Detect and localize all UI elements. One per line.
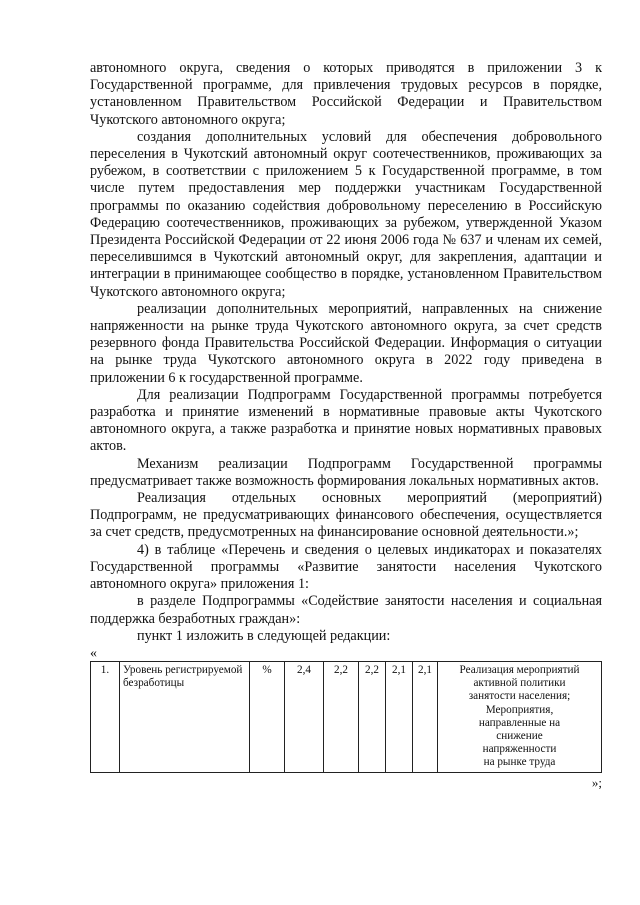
- paragraph-2: реализации дополнительных мероприятий, направленных на снижение напряженности на рынке труда Чукотского автономного округа, за счет средств резервного фонда Правительства Российской Федерации. Информация о ситуации на рынке труда Чукотского автономного округа в 2022 году приведена в приложении 6 к государственной программе.: [90, 300, 602, 386]
- value-cell-1: 2,4: [285, 661, 324, 772]
- measures-line: занятости населения;: [468, 690, 571, 703]
- unit-cell: %: [250, 661, 285, 772]
- value-cell-2: 2,2: [324, 661, 359, 772]
- measures-cell: [438, 661, 602, 772]
- measures-line: направленные на: [478, 716, 561, 729]
- paragraph-7: в разделе Подпрограммы «Содействие занятости населения и социальная поддержка безработных граждан»:: [90, 593, 602, 627]
- paragraph-4: Механизм реализации Подпрограмм Государственной программы предусматривает также возможность формирования локальных нормативных актов.: [90, 455, 602, 489]
- indicator-name-cell: Уровень регистрируемой безработицы: [120, 661, 250, 772]
- paragraph-0: автономного округа, сведения о которых приводятся в приложении 3 к Государственной программе, для привлечения трудовых ресурсов в порядке, установленном Правительством Российской Федерации и Правительством Чукотского автономного округа;: [90, 60, 602, 128]
- paragraph-list: [90, 60, 602, 645]
- value-cell-5: 2,1: [413, 661, 438, 772]
- paragraph-1: создания дополнительных условий для обеспечения добровольного переселения в Чукотский автономный округ соотечественников, проживающих за рубежом, в соответствии с приложением 5 к Государственной программе, в том числе путем предоставления мер поддержки участникам Государственной программы по оказанию содействия добровольному переселению в Российскую Федерацию соотечественников, проживающих за рубежом, утвержденной Указом Президента Российской Федерации от 22 июня 2006 года № 637 и членам их семей, переселившимся в Чукотский автономный округ, для закрепления, адаптации и интеграции в принимающее сообщество в порядке, установленном Правительством Чукотского автономного округа;: [90, 128, 602, 300]
- measures-line: Реализация мероприятий: [459, 663, 580, 676]
- closing-quote: »;: [591, 774, 602, 790]
- measures-line: активной политики: [473, 677, 566, 690]
- opening-quote: «: [90, 645, 97, 661]
- measures-line: Мероприятия,: [485, 703, 554, 716]
- document-page: [90, 60, 602, 790]
- paragraph-8: пункт 1 изложить в следующей редакции:: [137, 627, 391, 644]
- paragraph-3: Для реализации Подпрограмм Государственной программы потребуется разработка и принятие изменений в нормативные правовые акты Чукотского автономного округа, а также разработка и принятие новых нормативных правовых актов.: [90, 386, 602, 455]
- indicators-table: [90, 661, 602, 773]
- measures-line: снижение: [496, 729, 543, 742]
- table-row: [91, 661, 602, 772]
- measures-line: напряженности: [482, 743, 557, 756]
- paragraph-5: Реализация отдельных основных мероприятий (мероприятий) Подпрограмм, не предусматривающих финансового обеспечения, осуществляется за счет средств, предусмотренных на финансирование основной деятельности.»;: [90, 490, 602, 541]
- value-cell-4: 2,1: [386, 661, 413, 772]
- value-cell-3: 2,2: [359, 661, 386, 772]
- measures-line: на рынке труда: [483, 756, 556, 769]
- paragraph-6: 4) в таблице «Перечень и сведения о целевых индикаторах и показателях Государственной программы «Развитие занятости населения Чукотского автономного округа» приложения 1:: [90, 541, 602, 593]
- row-number-cell: 1.: [91, 661, 120, 772]
